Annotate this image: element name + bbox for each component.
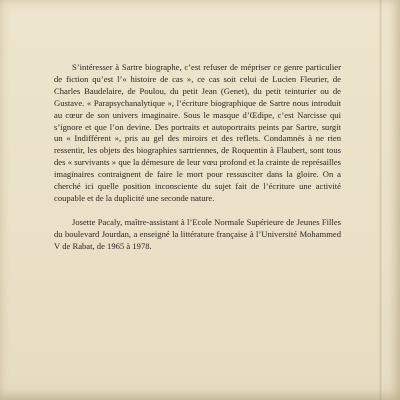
summary-paragraph: S’intéresser à Sartre biographe, c’est refuser de mépriser ce genre particulier de fiction qu’est l’« histoire de cas », ce cas soit celui de Lucien Fleurier, de Charles Baudelaire, de Poulou, du petit Jean (Genet), du petit teinturier ou de Gustave. « Parapsychanalytique », l’écriture biographique de Sartre nous introduit au cœur de son univers imaginaire. Sous le masque d’Œdipe, c’est Narcisse qui s’ignore et que l’on devine. Des portraits et autoportraits peints par Sartre, surgit un « Indifférent », pris au gel des miroirs et des reflets. Condamnés à ne rien ressentir, les objets des biographies sartriennes, de Roquentin à Flaubert, sont tous des « survivants » que la démesure de leur vœu profond et la crainte de représailles imaginaires contraignent de faire le mort pour ressusciter dans la gloire. On a cherché ici quelle position inconsciente du sujet fait de l’écriture une activité coupable et de la duplicité une seconde nature. [54, 62, 341, 203]
page-crease [379, 0, 382, 400]
author-bio-paragraph: Josette Pacaly, maître-assistant à l’Ecole Normale Supérieure de Jeunes Filles du boulevard Jourdan, a enseigné la littérature française à l’Université Mohammed V de Rabat, de 1965 à 1978. [54, 216, 341, 251]
back-cover-text [54, 62, 341, 253]
